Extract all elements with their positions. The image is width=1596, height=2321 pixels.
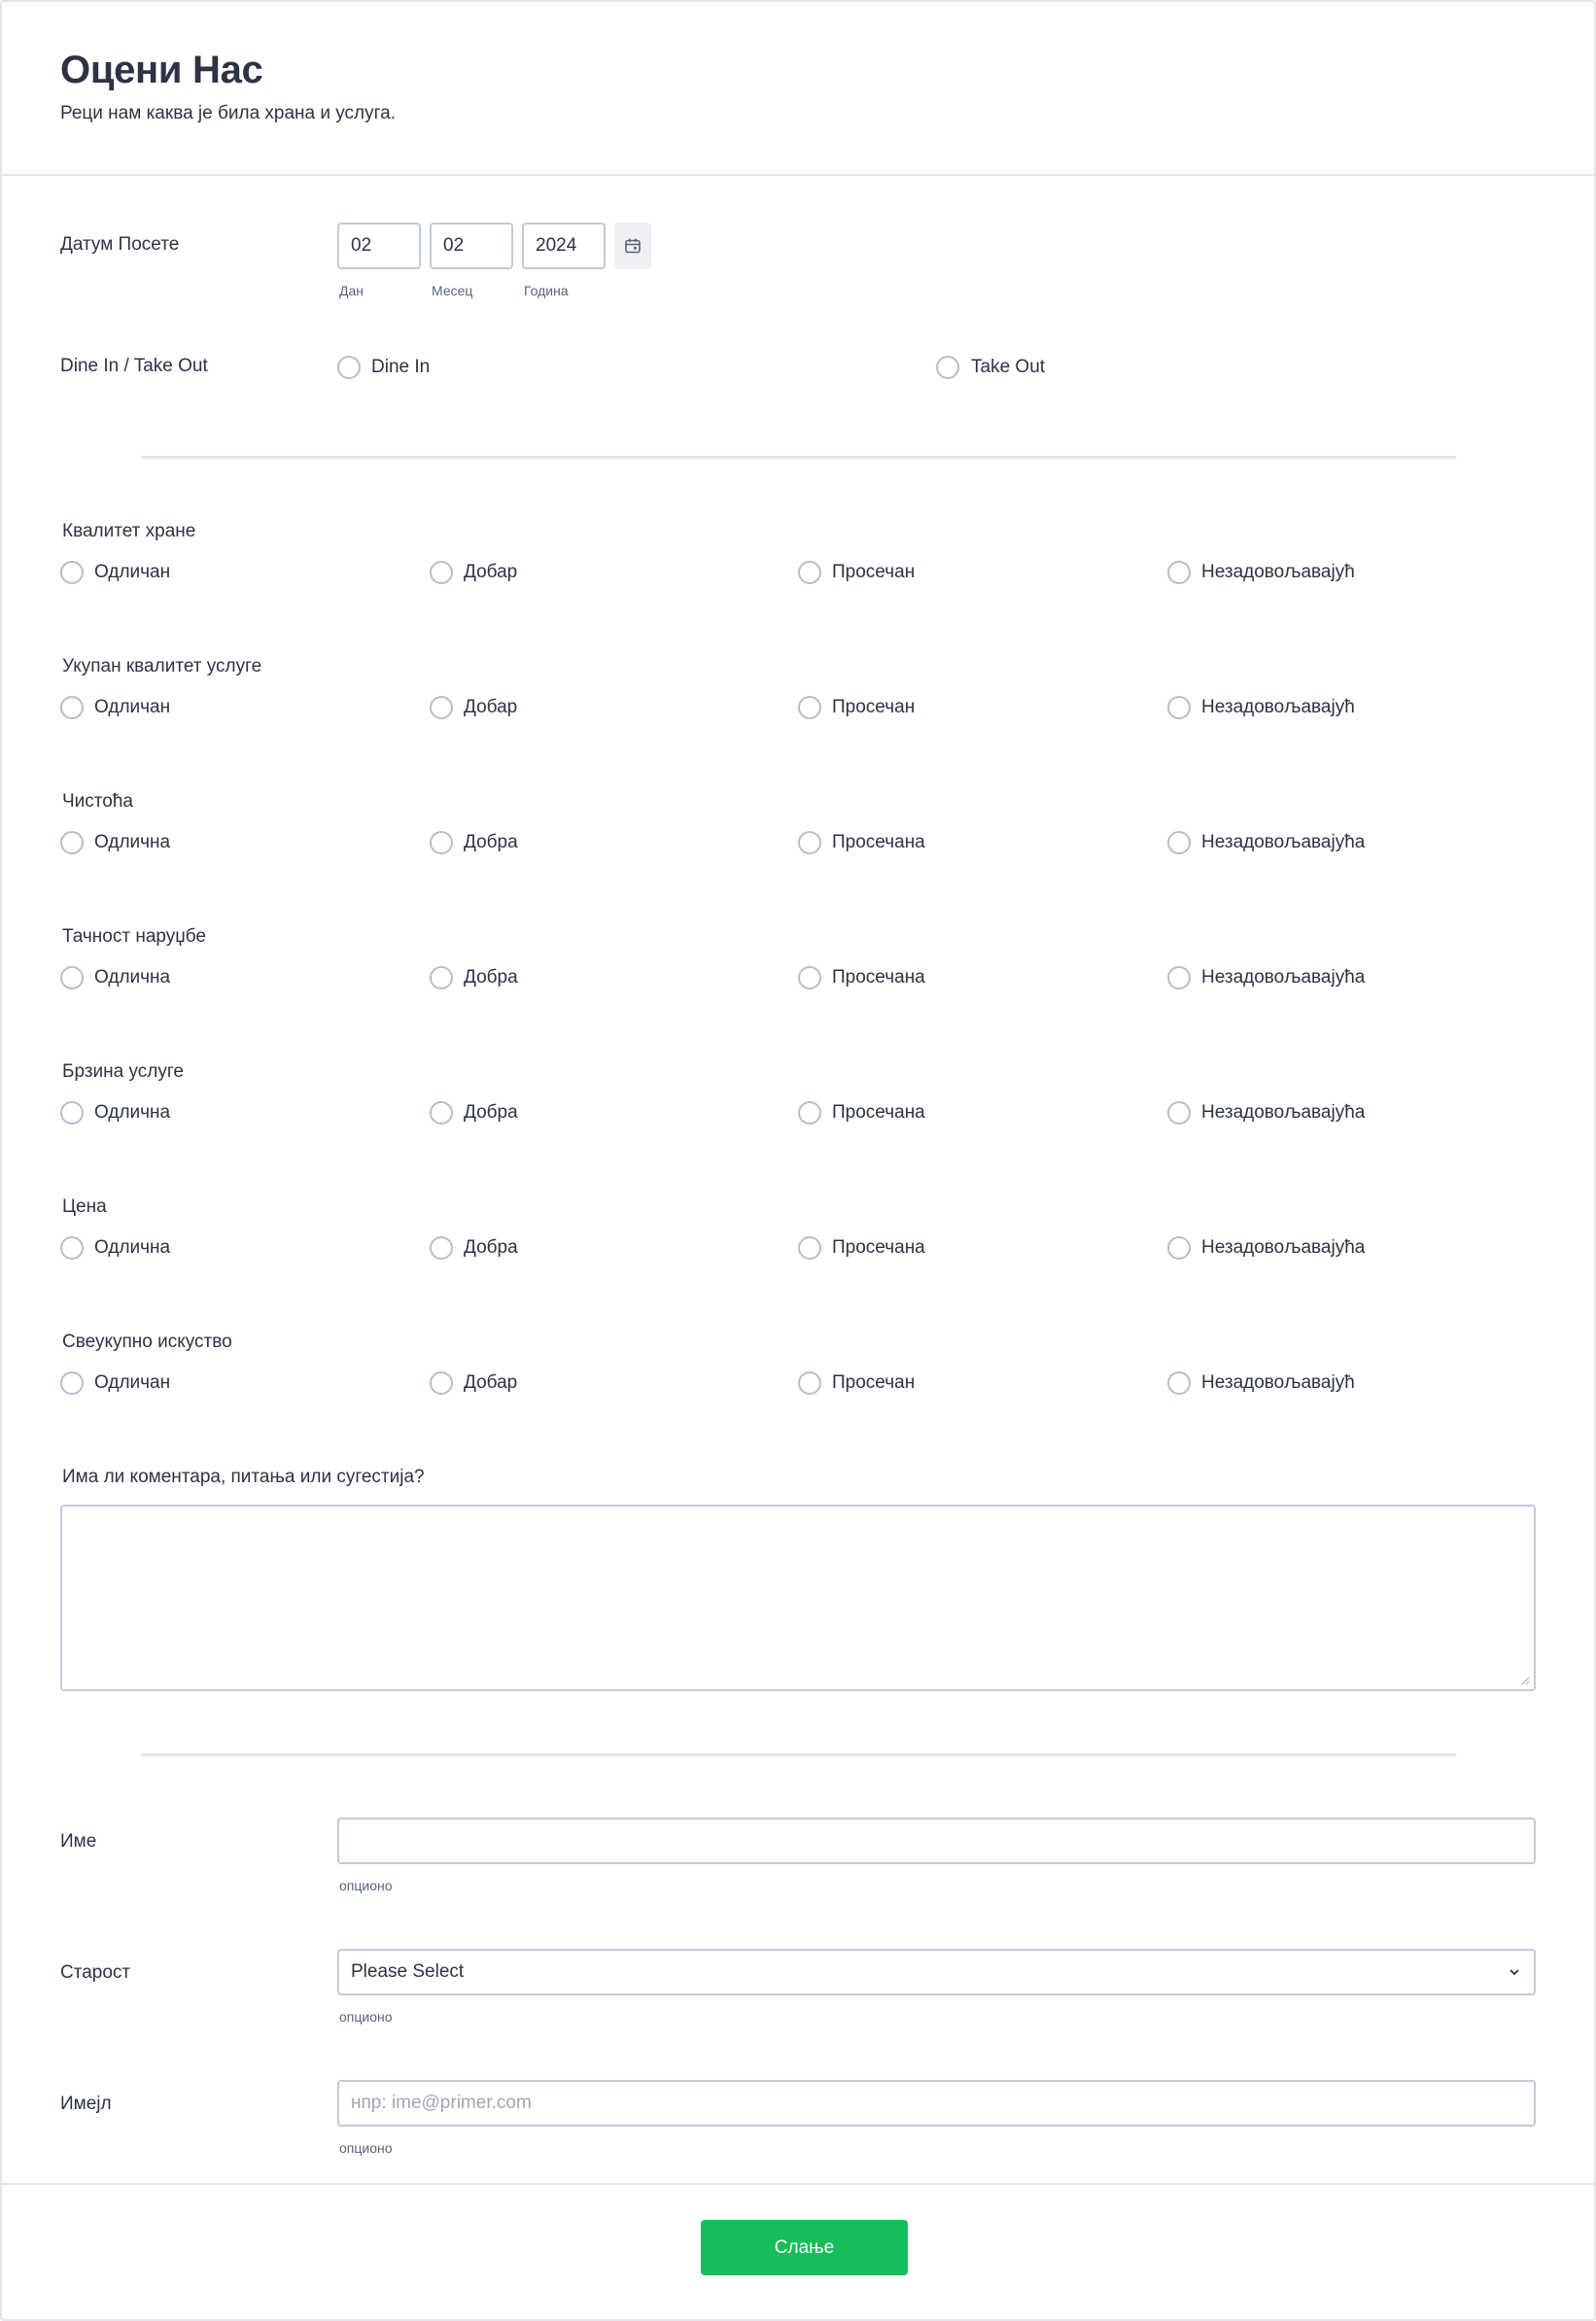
- rating-question: Чистоћа: [62, 791, 133, 812]
- visit-date-label: Датум Посете: [60, 234, 180, 255]
- rating-radio[interactable]: [430, 696, 453, 719]
- rating-option-label[interactable]: Добра: [464, 967, 518, 987]
- rating-radio[interactable]: [60, 1101, 84, 1125]
- rating-radio[interactable]: [798, 1101, 821, 1125]
- rating-option-label[interactable]: Добар: [464, 562, 518, 582]
- take-out-label[interactable]: Take Out: [971, 357, 1046, 377]
- year-input[interactable]: 2024: [522, 223, 606, 269]
- calendar-icon: [624, 237, 642, 255]
- submit-button[interactable]: Слање: [701, 2220, 908, 2275]
- age-select-value: Please Select: [351, 1961, 465, 1982]
- rating-radio[interactable]: [430, 561, 453, 584]
- month-input[interactable]: 02: [430, 223, 513, 269]
- section-divider-2: [141, 1753, 1456, 1756]
- rating-radio[interactable]: [60, 1236, 84, 1260]
- day-sublabel: Дан: [339, 283, 364, 298]
- form-header: [0, 0, 1596, 176]
- rating-option-label[interactable]: Незадовољавајућ: [1201, 562, 1355, 582]
- rating-option-label[interactable]: Незадовољавајућ: [1201, 1372, 1355, 1393]
- comments-textarea[interactable]: [60, 1505, 1536, 1691]
- rating-option-label[interactable]: Просечан: [832, 697, 916, 717]
- comments-label: Има ли коментара, питања или сугестија?: [62, 1467, 425, 1487]
- page-subtitle: Реци нам каква је била храна и услуга.: [60, 103, 397, 123]
- rating-radio[interactable]: [430, 1101, 453, 1125]
- page-title: Оцени Нас: [60, 49, 263, 91]
- rating-option-label[interactable]: Одлична: [94, 832, 171, 852]
- rating-radio[interactable]: [60, 696, 84, 719]
- rating-radio[interactable]: [798, 561, 821, 584]
- rating-option-label[interactable]: Добра: [464, 1237, 518, 1258]
- rating-radio[interactable]: [798, 1236, 821, 1260]
- section-divider: [141, 456, 1456, 459]
- rating-radio[interactable]: [1167, 1101, 1191, 1125]
- dine-label: Dine In / Take Out: [60, 356, 208, 376]
- rating-option-label[interactable]: Одличан: [94, 562, 171, 582]
- rating-option-label[interactable]: Одлична: [94, 1102, 171, 1123]
- rating-option-label[interactable]: Добра: [464, 1102, 518, 1123]
- rating-radio[interactable]: [1167, 1236, 1191, 1260]
- rating-option-label[interactable]: Одличан: [94, 1372, 171, 1393]
- rating-radio[interactable]: [798, 1371, 821, 1395]
- day-input[interactable]: 02: [337, 223, 421, 269]
- rating-option-label[interactable]: Просечан: [832, 562, 916, 582]
- name-hint: опционо: [339, 1878, 393, 1893]
- email-label: Имејл: [60, 2094, 112, 2114]
- resize-handle-icon[interactable]: [1520, 1676, 1530, 1685]
- month-sublabel: Месец: [432, 283, 473, 298]
- rating-question: Квалитет хране: [62, 521, 196, 541]
- email-placeholder: нпр: ime@primer.com: [351, 2093, 532, 2113]
- rating-radio[interactable]: [430, 831, 453, 854]
- rating-radio[interactable]: [60, 1371, 84, 1395]
- calendar-button[interactable]: [614, 223, 651, 269]
- rating-question: Брзина услуге: [62, 1061, 184, 1082]
- rating-option-label[interactable]: Незадовољавајућ: [1201, 697, 1355, 717]
- rating-option-label[interactable]: Одлична: [94, 1237, 171, 1258]
- rating-radio[interactable]: [430, 1236, 453, 1260]
- take-out-radio[interactable]: [936, 356, 959, 379]
- rating-option-label[interactable]: Просечана: [832, 967, 925, 987]
- rating-radio[interactable]: [430, 1371, 453, 1395]
- age-label: Старост: [60, 1962, 131, 1983]
- rating-option-label[interactable]: Незадовољавајућа: [1201, 1102, 1366, 1123]
- rating-question: Укупан квалитет услуге: [62, 656, 262, 676]
- rating-option-label[interactable]: Незадовољавајућа: [1201, 832, 1366, 852]
- age-hint: опционо: [339, 2009, 393, 2025]
- rating-radio[interactable]: [798, 966, 821, 989]
- rating-option-label[interactable]: Незадовољавајућа: [1201, 967, 1366, 987]
- rating-question: Тачност наруџбе: [62, 926, 206, 947]
- rating-radio[interactable]: [60, 966, 84, 989]
- chevron-down-icon: [1507, 1964, 1522, 1980]
- name-label: Име: [60, 1831, 97, 1852]
- dine-in-label[interactable]: Dine In: [371, 357, 431, 377]
- rating-option-label[interactable]: Просечана: [832, 1102, 925, 1123]
- rating-option-label[interactable]: Добар: [464, 1372, 518, 1393]
- rating-radio[interactable]: [1167, 1371, 1191, 1395]
- year-sublabel: Година: [524, 283, 569, 298]
- rating-question: Цена: [62, 1196, 107, 1217]
- name-input[interactable]: [337, 1818, 1536, 1864]
- rating-radio[interactable]: [798, 696, 821, 719]
- rating-option-label[interactable]: Просечана: [832, 832, 925, 852]
- rating-question: Свеукупно искуство: [62, 1332, 232, 1352]
- rating-option-label[interactable]: Добар: [464, 697, 518, 717]
- rating-radio[interactable]: [60, 831, 84, 854]
- rating-option-label[interactable]: Одлична: [94, 967, 171, 987]
- rating-radio[interactable]: [1167, 561, 1191, 584]
- rating-radio[interactable]: [798, 831, 821, 854]
- rating-option-label[interactable]: Незадовољавајућа: [1201, 1237, 1366, 1258]
- email-input[interactable]: [337, 2080, 1536, 2127]
- rating-option-label[interactable]: Просечана: [832, 1237, 925, 1258]
- rating-option-label[interactable]: Добра: [464, 832, 518, 852]
- dine-in-radio[interactable]: [337, 356, 361, 379]
- rating-radio[interactable]: [430, 966, 453, 989]
- rating-radio[interactable]: [60, 561, 84, 584]
- rating-option-label[interactable]: Одличан: [94, 697, 171, 717]
- rating-radio[interactable]: [1167, 696, 1191, 719]
- rating-radio[interactable]: [1167, 966, 1191, 989]
- age-select[interactable]: [337, 1949, 1536, 1995]
- rating-option-label[interactable]: Просечан: [832, 1372, 916, 1393]
- rating-radio[interactable]: [1167, 831, 1191, 854]
- email-hint: опционо: [339, 2140, 393, 2156]
